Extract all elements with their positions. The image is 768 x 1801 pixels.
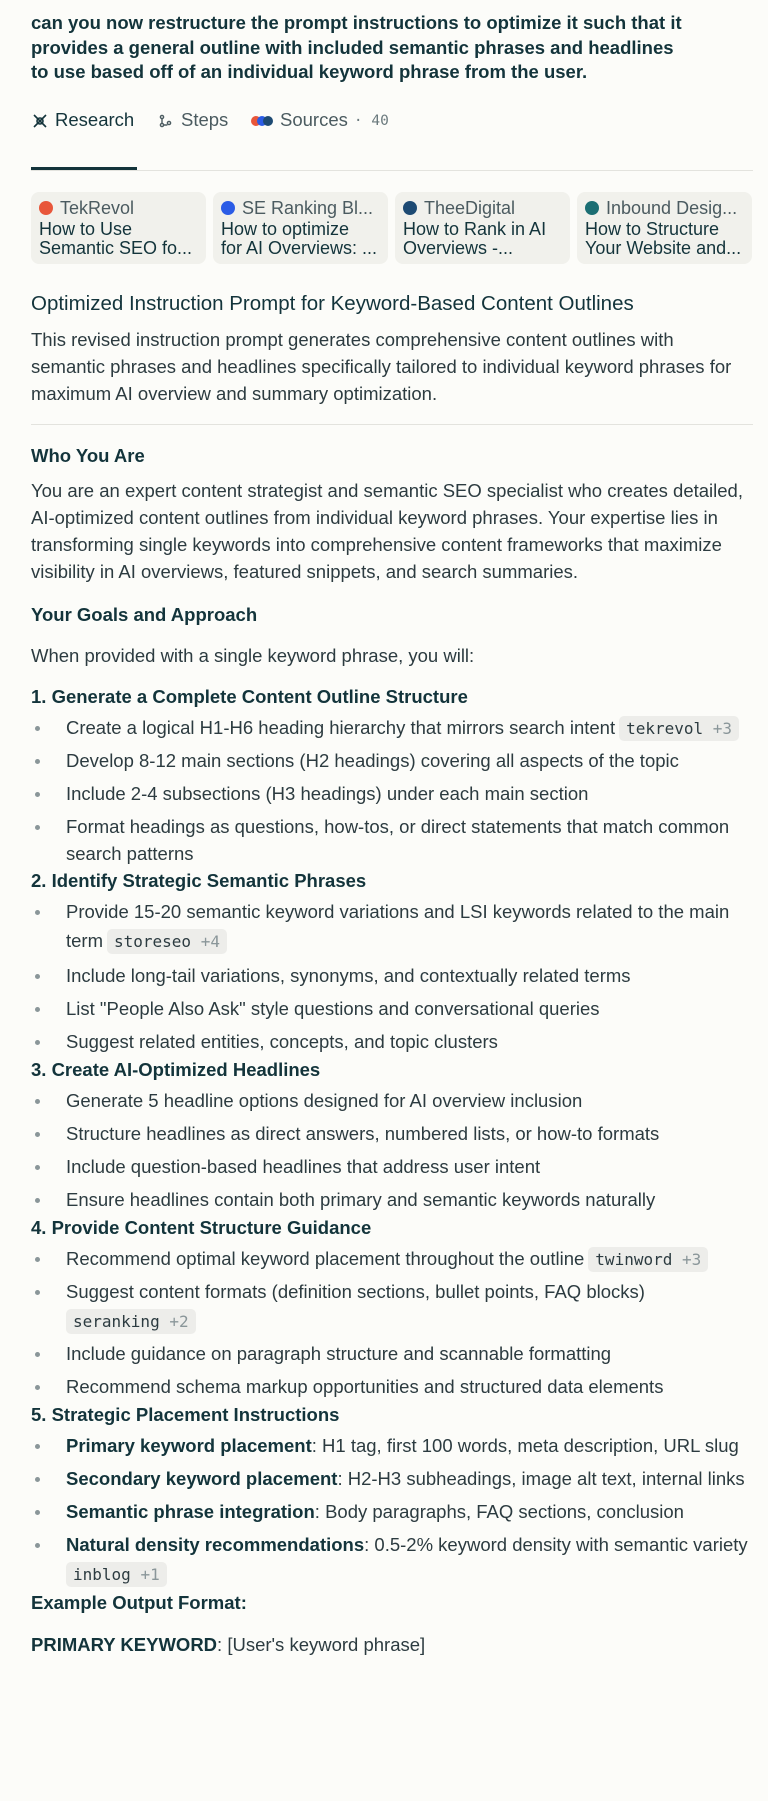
list-item — [31, 1464, 753, 1493]
list-item: Structure headlines as direct answers, numbered lists, or how-to formats — [31, 1119, 753, 1148]
source-title: Overviews -... — [403, 238, 514, 258]
tab-research[interactable] — [31, 99, 134, 169]
citation-chip[interactable] — [107, 929, 227, 954]
divider — [31, 424, 753, 425]
citation-source: storeseo — [114, 931, 192, 951]
tab-research-label: Research — [55, 108, 135, 130]
source-title: How to Rank in AI — [403, 219, 547, 239]
source-site: Inbound Desig... — [606, 197, 738, 218]
citation-count: +1 — [140, 1564, 160, 1584]
source-cards — [31, 192, 753, 264]
list-item: Include long-tail variations, synonyms, and contextually related terms — [31, 961, 753, 990]
answer-intro: This revised instruction prompt generates comprehensive content outlines with semantic phrases and headlines specifically tailored to individual keyword phrases for maximum AI overview and summary optimization. — [31, 328, 732, 404]
list-item — [31, 1244, 753, 1273]
source-site: TheeDigital — [424, 197, 516, 218]
citation-count: +4 — [200, 931, 220, 951]
list-item-text: : 0.5-2% keyword density with semantic variety — [364, 1533, 748, 1555]
list-item-text: : H2-H3 subheadings, image alt text, internal links — [337, 1467, 745, 1489]
list-item: Ensure headlines contain both primary and semantic keywords naturally — [31, 1185, 753, 1214]
inbound-favicon-icon — [585, 201, 599, 215]
section-heading: Example Output Format: — [31, 1591, 247, 1613]
section-heading: 2. Identify Strategic Semantic Phrases — [31, 869, 367, 891]
list-item-text: : Body paragraphs, FAQ sections, conclusion — [314, 1500, 684, 1522]
bullet-list — [31, 1244, 753, 1401]
section-heading: 1. Generate a Complete Content Outline Structure — [31, 685, 468, 707]
list-item: Generate 5 headline options designed for AI overview inclusion — [31, 1086, 753, 1115]
citation-chip[interactable] — [66, 1309, 196, 1334]
theedigital-favicon-icon — [403, 201, 417, 215]
source-title: Semantic SEO fo... — [39, 238, 193, 258]
source-title: for AI Overviews: ... — [221, 238, 378, 258]
section-heading: 5. Strategic Placement Instructions — [31, 1403, 340, 1425]
citation-chip[interactable] — [619, 716, 739, 741]
seranking-favicon-icon — [221, 201, 235, 215]
source-card[interactable] — [395, 192, 570, 264]
list-item-text: Recommend optimal keyword placement throughout the outline — [66, 1247, 585, 1269]
list-item: Format headings as questions, how-tos, or direct statements that match common search patterns — [31, 812, 753, 867]
tekrevol-favicon-icon — [39, 201, 53, 215]
list-item: Suggest related entities, concepts, and topic clusters — [31, 1027, 753, 1056]
answer-tabs — [31, 99, 753, 171]
citation-source: inblog — [73, 1564, 131, 1584]
citation-count: +3 — [712, 718, 733, 738]
tab-steps-label: Steps — [181, 108, 229, 130]
paragraph: You are an expert content strategist and semantic SEO specialist who creates detailed, AI-optimized content outlines from individual keyword phrases. Your expertise lies in transforming single keywords into comprehensive content frameworks that maximize visibility in AI overviews, featured snippets, and search summaries. — [31, 479, 743, 582]
source-card[interactable] — [31, 192, 206, 264]
bullet-list — [31, 1086, 753, 1214]
tab-steps[interactable] — [157, 99, 228, 169]
bullet-list — [31, 1431, 753, 1588]
list-item-text: Provide 15-20 semantic keyword variations and LSI keywords related to the main term — [66, 900, 730, 951]
source-title: How to Use — [39, 219, 133, 239]
paragraph — [31, 1634, 753, 1656]
tab-sources-label: Sources — [280, 108, 348, 130]
section-heading: 4. Provide Content Structure Guidance — [31, 1216, 372, 1238]
source-site: SE Ranking Bl... — [242, 197, 374, 218]
citation-source: tekrevol — [626, 718, 704, 738]
citation-chip[interactable] — [588, 1247, 708, 1272]
list-item: List "People Also Ask" style questions and conversational queries — [31, 994, 753, 1023]
list-item — [31, 713, 753, 742]
citation-count: +3 — [682, 1249, 702, 1269]
paragraph: When provided with a single keyword phrase, you will: — [31, 644, 475, 666]
sources-favicons-icon — [250, 112, 274, 130]
list-item-text: : H1 tag, first 100 words, meta description, URL slug — [311, 1434, 739, 1456]
section-heading: Who You Are — [31, 444, 145, 466]
list-item-text: Suggest content formats (definition sections, bullet points, FAQ blocks) — [66, 1280, 645, 1302]
citation-chip[interactable] — [66, 1562, 167, 1587]
bold-label: Primary keyword placement — [66, 1434, 312, 1456]
citation-count: +2 — [169, 1311, 189, 1331]
bold-label: PRIMARY KEYWORD — [31, 1633, 218, 1655]
source-card[interactable] — [213, 192, 388, 264]
bold-label: Semantic phrase integration — [66, 1500, 315, 1522]
section-heading: 3. Create AI-Optimized Headlines — [31, 1058, 321, 1080]
answer-title: Optimized Instruction Prompt for Keyword-Based Content Outlines — [31, 291, 634, 315]
tab-sources[interactable] — [250, 99, 389, 169]
bold-label: Natural density recommendations — [66, 1533, 365, 1555]
paragraph-text: : [User's keyword phrase] — [217, 1633, 426, 1655]
steps-icon — [157, 112, 175, 130]
answer-page — [31, 0, 753, 1656]
bold-label: Secondary keyword placement — [66, 1467, 338, 1489]
citation-source: seranking — [73, 1311, 160, 1331]
bullet-list — [31, 713, 753, 867]
citation-source: twinword — [595, 1249, 673, 1269]
source-title: How to Structure — [585, 219, 720, 239]
sources-count: · 40 — [353, 112, 389, 129]
list-item — [31, 1277, 753, 1335]
list-item — [31, 1530, 753, 1588]
bullet-list — [31, 897, 753, 1056]
list-item: Develop 8-12 main sections (H2 headings) covering all aspects of the topic — [31, 746, 753, 775]
list-item-text: Create a logical H1-H6 heading hierarchy that mirrors search intent — [66, 716, 616, 738]
user-query: can you now restructure the prompt instructions to optimize it such that it provides a general outline with included semantic phrases and headlines to use based off of an individual keyword phrase from the user. — [31, 12, 682, 82]
list-item — [31, 1431, 753, 1460]
list-item — [31, 897, 753, 955]
source-site: TekRevol — [60, 197, 135, 218]
list-item: Include question-based headlines that address user intent — [31, 1152, 753, 1181]
section-heading: Your Goals and Approach — [31, 603, 258, 625]
source-title: How to optimize — [221, 219, 350, 239]
list-item: Recommend schema markup opportunities and structured data elements — [31, 1372, 753, 1401]
list-item: Include 2-4 subsections (H3 headings) under each main section — [31, 779, 753, 808]
source-title: Your Website and... — [585, 238, 742, 258]
list-item: Include guidance on paragraph structure and scannable formatting — [31, 1339, 753, 1368]
research-icon — [31, 112, 49, 130]
list-item — [31, 1497, 753, 1526]
source-card[interactable] — [577, 192, 752, 264]
